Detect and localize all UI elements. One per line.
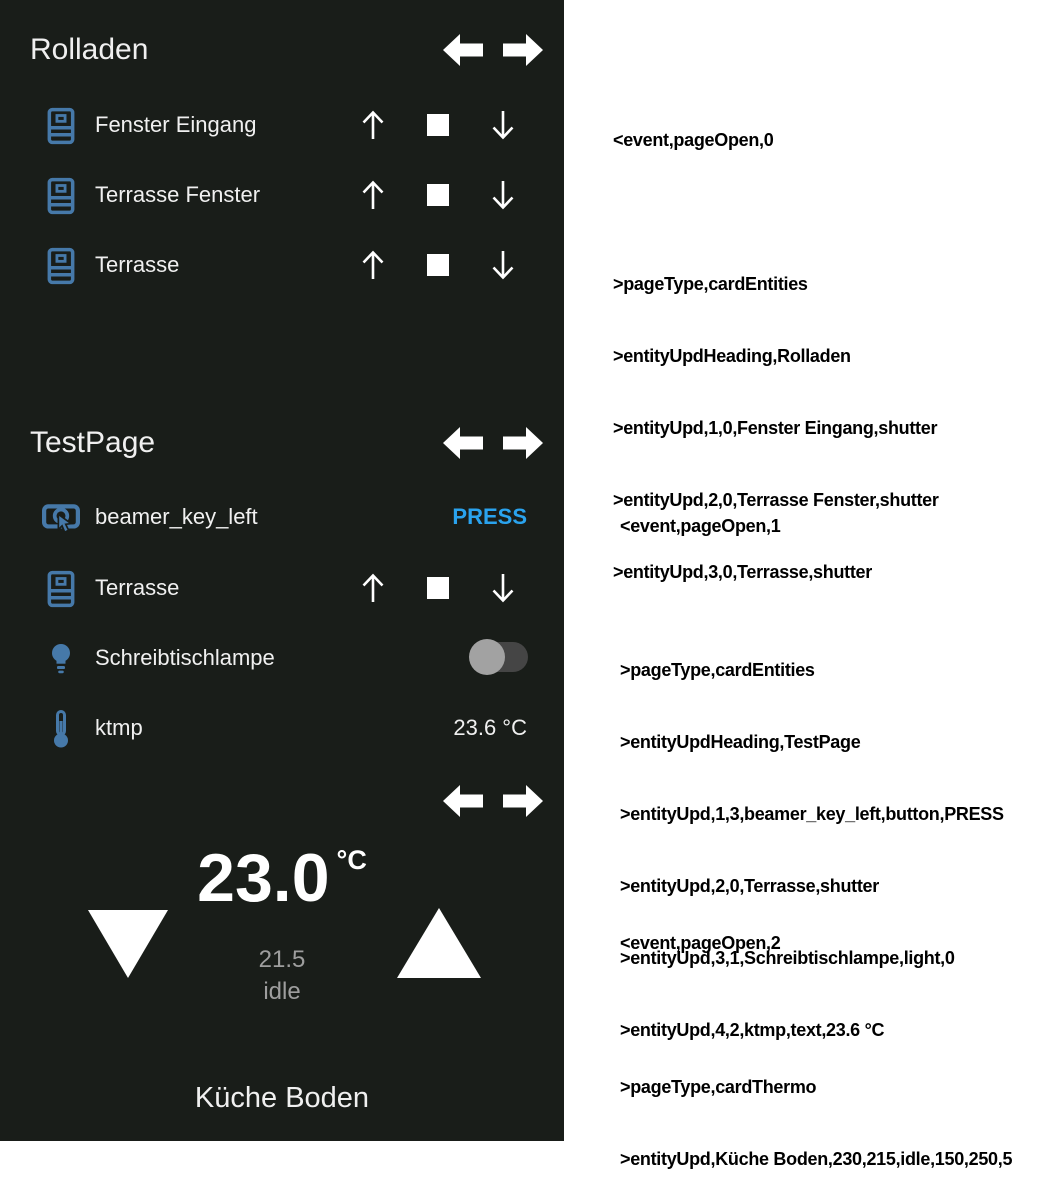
shutter-down-button[interactable] bbox=[489, 178, 517, 212]
arrow-up-icon bbox=[359, 108, 387, 142]
protocol-line: >entityUpd,Küche Boden,230,215,idle,150,250,5 bbox=[620, 1149, 1013, 1169]
thermometer-icon bbox=[42, 709, 80, 749]
arrow-down-icon bbox=[489, 178, 517, 212]
arrow-left-icon bbox=[443, 783, 483, 819]
entity-row bbox=[0, 165, 564, 225]
protocol-line: >entityUpd,1,3,beamer_key_left,button,PRESS bbox=[620, 804, 1004, 824]
arrow-up-icon bbox=[359, 178, 387, 212]
protocol-line bbox=[613, 200, 939, 224]
light-toggle[interactable] bbox=[473, 642, 528, 672]
entity-label: Terrasse bbox=[95, 252, 180, 277]
stop-square-icon bbox=[427, 114, 449, 136]
page-next-button[interactable] bbox=[503, 32, 543, 68]
entity-row bbox=[0, 698, 564, 758]
thermostat-name: Küche Boden bbox=[194, 1082, 370, 1114]
entity-row bbox=[0, 628, 564, 688]
arrow-up-icon bbox=[359, 571, 387, 605]
protocol-line: >pageType,cardEntities bbox=[620, 660, 815, 680]
lightbulb-icon bbox=[42, 639, 80, 679]
current-temperature-value: 23.0 bbox=[197, 840, 330, 916]
arrow-right-icon bbox=[503, 783, 543, 819]
stop-square-icon bbox=[427, 184, 449, 206]
protocol-line: <event,pageOpen,1 bbox=[620, 516, 781, 536]
arrow-down-icon bbox=[489, 571, 517, 605]
page-prev-button[interactable] bbox=[443, 425, 483, 461]
shutter-down-button[interactable] bbox=[489, 108, 517, 142]
protocol-line: >pageType,cardThermo bbox=[620, 1077, 817, 1097]
entity-label: Fenster Eingang bbox=[95, 112, 257, 137]
press-button[interactable]: PRESS bbox=[452, 504, 527, 529]
shutter-icon bbox=[42, 176, 80, 216]
temperature-unit: °C bbox=[336, 845, 367, 875]
protocol-line: >entityUpdHeading,TestPage bbox=[620, 732, 861, 752]
stop-square-icon bbox=[427, 577, 449, 599]
arrow-up-icon bbox=[359, 248, 387, 282]
protocol-line bbox=[620, 586, 1004, 610]
protocol-line: >entityUpd,1,0,Fenster Eingang,shutter bbox=[613, 418, 938, 438]
entity-label: Schreibtischlampe bbox=[95, 645, 275, 670]
entity-row bbox=[0, 558, 564, 618]
entity-value: 23.6 °C bbox=[453, 715, 527, 740]
arrow-down-icon bbox=[489, 108, 517, 142]
card-heading: Rolladen bbox=[30, 33, 149, 66]
protocol-block bbox=[620, 883, 1012, 1195]
shutter-stop-button[interactable] bbox=[426, 571, 450, 605]
protocol-line bbox=[620, 1003, 1012, 1027]
thermostat-state: idle bbox=[263, 978, 301, 1005]
shutter-down-button[interactable] bbox=[489, 248, 517, 282]
shutter-stop-button[interactable] bbox=[426, 178, 450, 212]
shutter-up-button[interactable] bbox=[359, 178, 387, 212]
entity-label: ktmp bbox=[95, 715, 143, 740]
protocol-line: >entityUpd,2,0,Terrasse,shutter bbox=[620, 876, 879, 896]
stop-square-icon bbox=[427, 254, 449, 276]
page-next-button[interactable] bbox=[503, 783, 543, 819]
protocol-line: >entityUpdHeading,Rolladen bbox=[613, 346, 851, 366]
entity-label: beamer_key_left bbox=[95, 504, 258, 529]
protocol-line: >entityUpd,2,0,Terrasse Fenster,shutter bbox=[613, 490, 939, 510]
protocol-line: >entityUpd,3,1,Schreibtischlampe,light,0 bbox=[620, 948, 955, 968]
shutter-stop-button[interactable] bbox=[426, 248, 450, 282]
toggle-knob bbox=[469, 639, 505, 675]
entity-row bbox=[0, 95, 564, 155]
shutter-icon bbox=[42, 569, 80, 609]
protocol-line: >pageType,cardEntities bbox=[613, 274, 808, 294]
shutter-stop-button[interactable] bbox=[426, 108, 450, 142]
protocol-line: >entityUpd,3,0,Terrasse,shutter bbox=[613, 562, 872, 582]
shutter-up-button[interactable] bbox=[359, 571, 387, 605]
shutter-up-button[interactable] bbox=[359, 248, 387, 282]
protocol-line: >entityUpd,4,2,ktmp,text,23.6 °C bbox=[620, 1020, 885, 1040]
arrow-left-icon bbox=[443, 32, 483, 68]
page-prev-button[interactable] bbox=[443, 783, 483, 819]
protocol-line: <event,pageOpen,0 bbox=[613, 130, 774, 150]
target-temperature: 21.5 bbox=[258, 946, 306, 973]
protocol-line: <event,pageOpen,2 bbox=[620, 933, 781, 953]
entity-label: Terrasse bbox=[95, 575, 180, 600]
shutter-icon bbox=[42, 246, 80, 286]
touch-button-icon bbox=[42, 498, 80, 538]
shutter-up-button[interactable] bbox=[359, 108, 387, 142]
arrow-right-icon bbox=[503, 32, 543, 68]
entity-row bbox=[0, 235, 564, 295]
card-heading: TestPage bbox=[30, 426, 156, 459]
page-prev-button[interactable] bbox=[443, 32, 483, 68]
arrow-down-icon bbox=[489, 248, 517, 282]
entity-label: Terrasse Fenster bbox=[95, 182, 261, 207]
page-next-button[interactable] bbox=[503, 425, 543, 461]
entity-row bbox=[0, 487, 564, 547]
shutter-icon bbox=[42, 106, 80, 146]
arrow-left-icon bbox=[443, 425, 483, 461]
shutter-down-button[interactable] bbox=[489, 571, 517, 605]
arrow-right-icon bbox=[503, 425, 543, 461]
